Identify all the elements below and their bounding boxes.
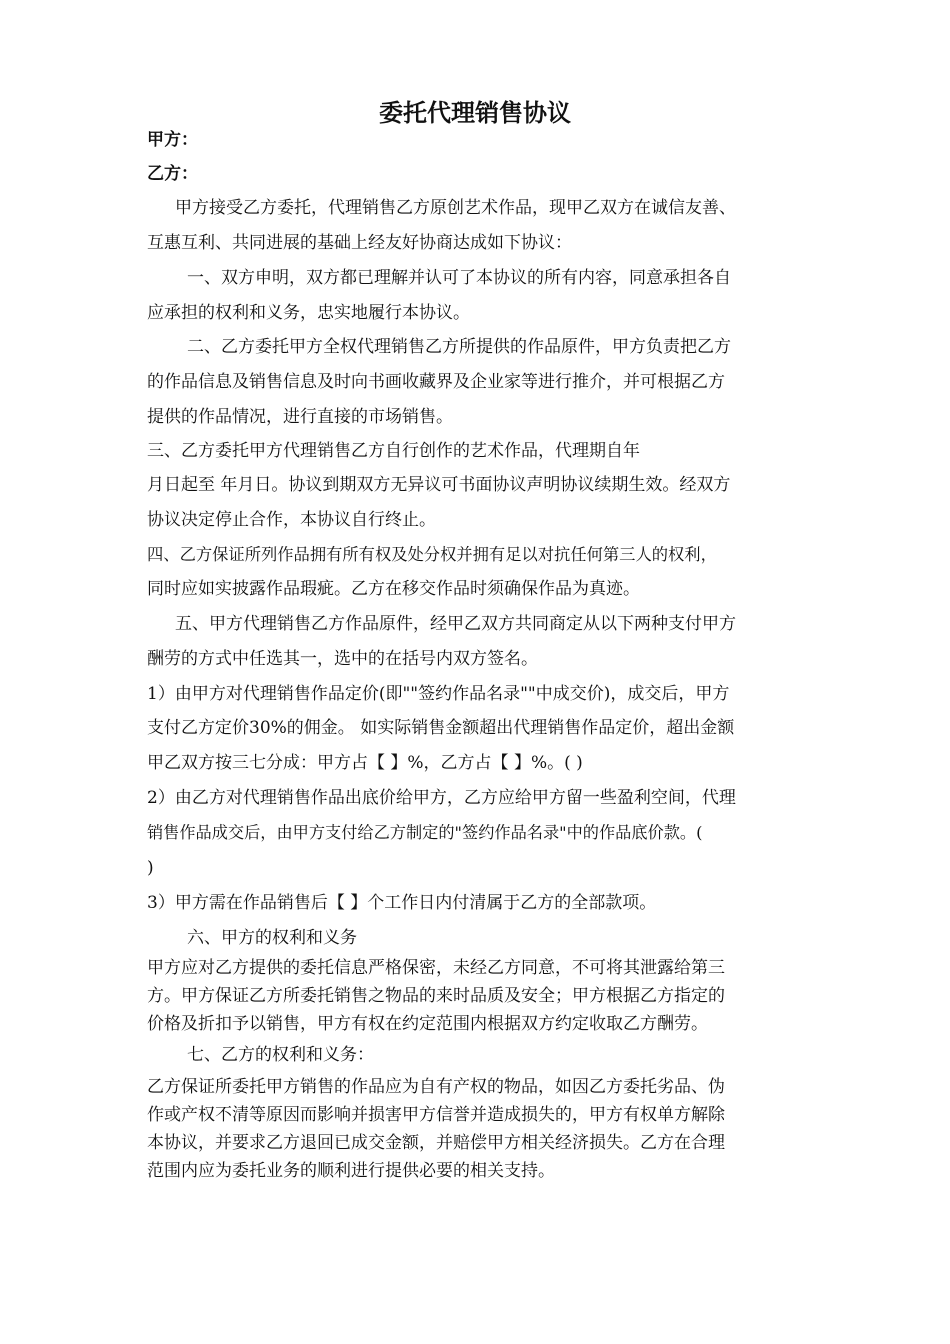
option-1-line: 支付乙方定价30%的佣金。 如实际销售金额超出代理销售作品定价，超出金额 bbox=[147, 718, 735, 738]
clause-3-line: 协议决定停止合作，本协议自行终止。 bbox=[147, 510, 436, 530]
option-2-line: 销售作品成交后，由甲方支付给乙方制定的"签约作品名录"中的作品底价款。( bbox=[147, 823, 703, 842]
clause-3-line: 三、乙方委托甲方代理销售乙方自行创作的艺术作品，代理期自年 bbox=[147, 441, 640, 461]
document-title: 委托代理销售协议 bbox=[379, 99, 571, 127]
section-6-line: 甲方应对乙方提供的委托信息严格保密，未经乙方同意，不可将其泄露给第三 bbox=[147, 958, 725, 978]
section-7-line: 范围内应为委托业务的顺利进行提供必要的相关支持。 bbox=[147, 1161, 555, 1181]
party-b-label: 乙方： bbox=[147, 164, 198, 184]
option-2-line: 2）由乙方对代理销售作品出底价给甲方，乙方应给甲方留一些盈利空间，代理 bbox=[147, 788, 736, 808]
option-1-line: 1）由甲方对代理销售作品定价(即""签约作品名录""中成交价)，成交后，甲方 bbox=[147, 684, 730, 704]
party-a-label: 甲方： bbox=[147, 130, 198, 150]
clause-5-line: 五、甲方代理销售乙方作品原件，经甲乙双方共同商定从以下两种支付甲方 bbox=[175, 614, 736, 634]
paragraph-line: 甲方接受乙方委托，代理销售乙方原创艺术作品，现甲乙双方在诚信友善、 bbox=[175, 198, 736, 218]
option-3-line: 3）甲方需在作品销售后【 】个工作日内付清属于乙方的全部款项。 bbox=[147, 893, 657, 913]
option-1-line: 甲乙双方按三七分成：甲方占【 】%，乙方占【 】%。( ) bbox=[147, 753, 583, 773]
option-2-line: ) bbox=[147, 858, 154, 878]
section-7-line: 乙方保证所委托甲方销售的作品应为自有产权的物品，如因乙方委托劣品、伪 bbox=[147, 1077, 725, 1097]
paragraph-line: 互惠互利、共同进展的基础上经友好协商达成如下协议： bbox=[147, 233, 572, 253]
section-6-line: 方。甲方保证乙方所委托销售之物品的来时品质及安全；甲方根据乙方指定的 bbox=[147, 986, 725, 1006]
clause-3-line: 月日起至 年月日。协议到期双方无异议可书面协议声明协议续期生效。经双方 bbox=[147, 475, 731, 495]
section-6-heading: 六、甲方的权利和义务 bbox=[187, 928, 357, 948]
clause-5-line: 酬劳的方式中任选其一，选中的在括号内双方签名。 bbox=[147, 649, 538, 669]
section-6-line: 价格及折扣予以销售，甲方有权在约定范围内根据双方约定收取乙方酬劳。 bbox=[147, 1014, 708, 1034]
clause-2-line: 提供的作品情况，进行直接的市场销售。 bbox=[147, 407, 453, 427]
clause-1-line: 应承担的权利和义务，忠实地履行本协议。 bbox=[147, 303, 470, 323]
clause-4-line: 四、乙方保证所列作品拥有所有权及处分权并拥有足以对抗任何第三人的权利， bbox=[147, 545, 717, 564]
clause-2-line: 二、乙方委托甲方全权代理销售乙方所提供的作品原件，甲方负责把乙方 bbox=[187, 337, 731, 357]
section-7-heading: 七、乙方的权利和义务： bbox=[187, 1045, 374, 1065]
clause-1-line: 一、双方申明，双方都已理解并认可了本协议的所有内容，同意承担各自 bbox=[187, 268, 731, 288]
clause-4-line: 同时应如实披露作品瑕疵。乙方在移交作品时须确保作品为真迹。 bbox=[147, 579, 640, 599]
section-7-line: 本协议，并要求乙方退回已成交金额，并赔偿甲方相关经济损失。乙方在合理 bbox=[147, 1133, 725, 1153]
clause-2-line: 的作品信息及销售信息及时向书画收藏界及企业家等进行推介，并可根据乙方 bbox=[147, 372, 725, 392]
section-7-line: 作或产权不清等原因而影响并损害甲方信誉并造成损失的，甲方有权单方解除 bbox=[147, 1105, 725, 1125]
